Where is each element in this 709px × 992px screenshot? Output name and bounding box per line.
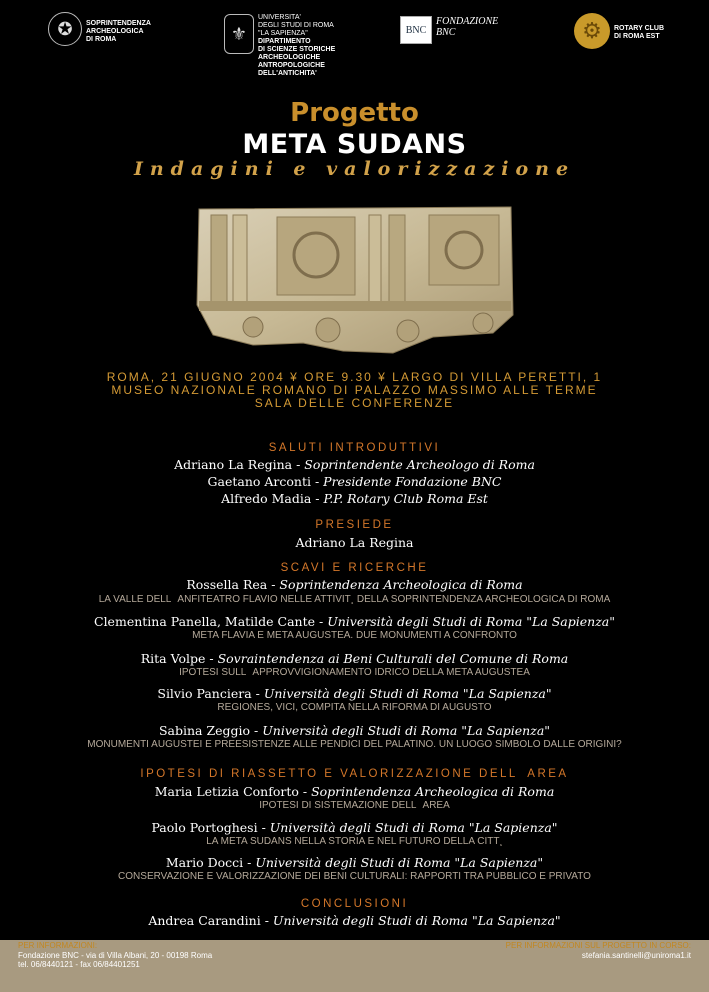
- universita-text: UNIVERSITA' DEGLI STUDI DI ROMA "LA SAPIENZA" DIPARTIMENTO DI SCIENZE STORICHE ARCHEOLOGICHE ANTROPOLOGICHE DELL'ANTICHITA': [258, 14, 336, 77]
- fondazione-text: FONDAZIONE BNC: [436, 16, 499, 38]
- subtitle: Indagini e valorizzazione: [133, 158, 576, 180]
- bnc-box: BNC: [400, 16, 432, 44]
- heading-ipotesi: IPOTESI DI RIASSETTO E VALORIZZAZIONE DELLAREA: [140, 768, 569, 780]
- venue-museum-line: MUSEO NAZIONALE ROMANO DI PALAZZO MASSIMO ALLE TERME: [111, 383, 598, 397]
- rotary-wheel-icon: ⚙: [574, 13, 610, 49]
- footer-info-right: PER INFORMAZIONI SUL PROGETTO IN CORSO: stefania.santinelli@uniroma1.it: [505, 941, 691, 960]
- talk-title-panella: META FLAVIA E META AUGUSTEA. DUE MONUMENTI A CONFRONTO: [192, 630, 517, 641]
- heading-conclusioni: CONCLUSIONI: [300, 898, 409, 910]
- talk-title-panciera: REGIONES, VICI, COMPITA NELLA RIFORMA DI AUGUSTO: [217, 702, 492, 713]
- soprintendenza-logo: [48, 12, 151, 46]
- talk-title-zeggio: MONUMENTI AUGUSTEI E PREESISTENZE ALLE PENDICI DEL PALATINO. UN LUOGO SIMBOLO DALLE ORIGINI?: [87, 739, 622, 750]
- speaker-la-regina: Adriano La Regina - Soprintendente Archeologo di Roma: [174, 457, 535, 472]
- talk-title-rea: LA VALLE DELLANFITEATRO FLAVIO NELLE ATTIVIT¸ DELLA SOPRINTENDENZA ARCHEOLOGICA DI ROMA: [98, 594, 611, 605]
- speaker-zeggio: Sabina Zeggio - Università degli Studi di Roma "La Sapienza": [158, 723, 551, 738]
- venue-date-line: ROMA, 21 GIUGNO 2004 ¥ ORE 9.30 ¥ LARGO DI VILLA PERETTI, 1: [106, 370, 603, 384]
- talk-title-portoghesi: LA META SUDANS NELLA STORIA E NEL FUTURO DELLA CITT¸: [206, 836, 503, 847]
- fondazione-logo: [400, 16, 498, 44]
- speaker-arconti: Gaetano Arconti - Presidente Fondazione BNC: [207, 474, 502, 489]
- speaker-madia: Alfredo Madia - P.P. Rotary Club Roma Est: [221, 491, 488, 506]
- speaker-volpe: Rita Volpe - Sovraintendenza ai Beni Culturali del Comune di Roma: [140, 651, 569, 666]
- heading-scavi: SCAVI E RICERCHE: [280, 562, 429, 574]
- speaker-carandini: Andrea Carandini - Università degli Studi di Roma "La Sapienza": [148, 913, 561, 928]
- talk-title-docci: CONSERVAZIONE E VALORIZZAZIONE DEI BENI CULTURALI: RAPPORTI TRA PUBBLICO E PRIVATO: [118, 871, 591, 882]
- soprintendenza-text: SOPRINTENDENZA ARCHEOLOGICA DI ROMA: [86, 20, 151, 43]
- speaker-panciera: Silvio Panciera - Università degli Studi di Roma "La Sapienza": [157, 686, 552, 701]
- speaker-portoghesi: Paolo Portoghesi - Università degli Studi di Roma "La Sapienza": [151, 820, 558, 835]
- title-progetto: Progetto: [290, 98, 419, 128]
- talk-title-volpe: IPOTESI SULLAPPROVVIGIONAMENTO IDRICO DELLA META AUGUSTEA: [179, 667, 530, 678]
- rotary-text: ROTARY CLUB DI ROMA EST: [614, 25, 665, 40]
- contact-email[interactable]: stefania.santinelli@uniroma1.it: [581, 950, 691, 960]
- speaker-rea: Rossella Rea - Soprintendenza Archeologica di Roma: [186, 577, 523, 592]
- title-meta-sudans: META SUDANS: [242, 129, 467, 160]
- republic-emblem-icon: ✪: [48, 12, 82, 46]
- speaker-panella-cante: Clementina Panella, Matilde Cante - Università degli Studi di Roma "La Sapienza": [94, 614, 615, 629]
- chair-name: Adriano La Regina: [295, 535, 414, 550]
- speaker-docci: Mario Docci - Università degli Studi di Roma "La Sapienza": [165, 855, 544, 870]
- sapienza-seal-icon: ⚜: [224, 14, 254, 54]
- heading-saluti: SALUTI INTRODUTTIVI: [268, 442, 441, 454]
- talk-title-conforto: IPOTESI DI SISTEMAZIONE DELLAREA: [259, 800, 450, 811]
- heading-presiede: PRESIEDE: [315, 519, 394, 531]
- marble-relief-image: [193, 205, 515, 355]
- universita-logo: [224, 14, 335, 78]
- footer-info-left: PER INFORMAZIONI: Fondazione BNC - via di Villa Albani, 20 - 00198 Roma tel. 06/8440121 - fax 06/84401251: [18, 941, 213, 969]
- rotary-logo: [574, 13, 664, 49]
- venue-room-line: SALA DELLE CONFERENZE: [254, 396, 455, 410]
- speaker-conforto: Maria Letizia Conforto - Soprintendenza Archeologica di Roma: [154, 784, 555, 799]
